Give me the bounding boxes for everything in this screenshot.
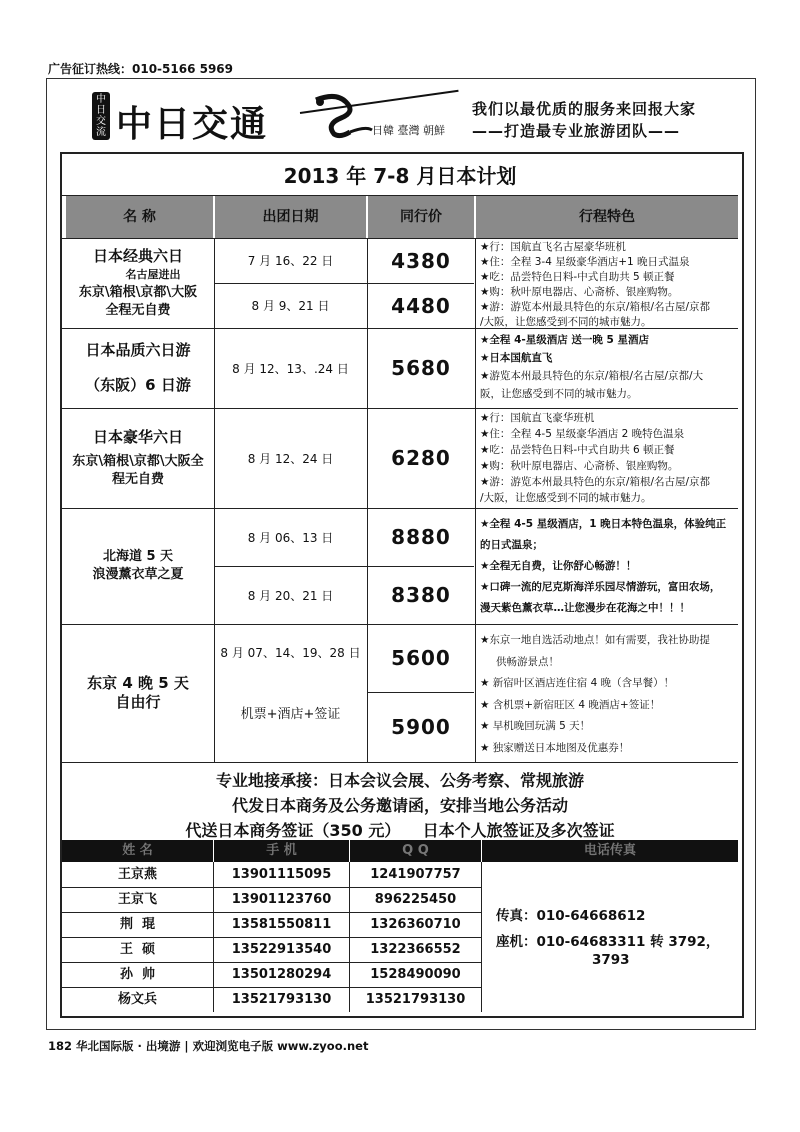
tour-date: 8 月 12、24 日 [247,451,334,466]
feature-line: ★游：游览本州最具特色的东京/箱根/名古屋/京都 [480,476,711,488]
fax-number: 传真：010-64668612 [496,908,646,924]
row-divider [62,762,738,763]
contact-phone: 13501280294 [231,967,332,982]
tour-price: 6280 [391,446,451,470]
feature-line: ★住：全程 4-5 星级豪华酒店 2 晚特色温泉 [480,428,685,440]
feature-line: ★住：全程 3-4 星级豪华酒店+1 晚日式温泉 [480,256,690,268]
tour-name [62,238,214,328]
feature-line: ★ 含机票+新宿旺区 4 晚酒店+签证！ [480,698,661,711]
contact-name: 王 硕 [119,942,156,957]
tour-price: 5900 [391,715,451,739]
tour-title: 日本豪华六日 [92,427,183,446]
feature-line: /大阪，让您感受到不同的城市魅力。 [480,316,652,328]
tour-price: 5600 [391,646,451,670]
contact-qq: 1528490090 [370,967,461,982]
contact-header-fax: 电话传真 [482,840,738,862]
header-features: 行程特色 [476,196,738,238]
tour-subtitle: 自由行 [115,693,161,711]
tour-package: 机票+酒店+签证 [240,706,341,722]
tour-price: 8880 [391,525,451,549]
tour-features [480,630,736,759]
feature-line: ★全程 4-5 星级酒店，1 晚日本特色温泉，体验纯正 [480,518,727,530]
contact-qq: 896225450 [374,892,457,907]
feature-line: ★东京一地自选活动地点！如有需要，我社协助提 [480,634,710,646]
contact-phone: 13522913540 [231,942,332,957]
header-price: 同行价 [368,196,474,238]
header-name: 名 称 [66,196,213,238]
slogan-line-1: 我们以最优质的服务来回报大家 [472,100,697,118]
feature-line: 阪，让您感受到不同的城市魅力。 [480,388,638,400]
landline-number: 座机：010-64683311 转 3792， [496,934,720,950]
contact-qq: 1326360710 [370,917,461,932]
logo-title: 中日交通 [116,104,269,145]
tour-title: 北海道 5 天 [102,549,174,564]
row-divider [62,937,481,938]
row-divider [62,987,481,988]
tour-name [62,624,214,762]
tour-name [62,508,214,624]
feature-line: ★全程 4-星级酒店 送一晚 5 星酒店 [480,334,650,346]
tour-date: 7 月 16、22 日 [247,254,334,268]
feature-line: /大阪，让您感受到不同的城市魅力。 [480,492,652,504]
tour-name [62,328,214,408]
tour-features [480,514,736,619]
tour-features [480,331,736,403]
tour-note: 全程无自费 [105,302,171,318]
contact-qq: 1322366552 [370,942,461,957]
contact-name: 杨文兵 [117,992,157,1007]
feature-line: ★ 新宿叶区酒店连住宿 4 晚（含早餐）！ [480,677,675,689]
tour-subtitle: （东阪）6 日游 [85,376,191,394]
feature-line: ★ 早机晚回玩满 5 天！ [480,720,591,732]
feature-line: 供畅游景点！ [496,655,559,668]
contact-qq: 1241907757 [370,867,461,882]
tour-name [62,408,214,508]
col-divider [481,862,482,1012]
tour-title: 日本经典六日 [92,246,183,265]
tour-date: 8 月 9、21 日 [251,299,330,313]
contact-header-phone: 手 机 [214,840,349,862]
tour-date: 8 月 12、13、.24 日 [232,361,349,376]
dragon-logo-icon [306,92,376,140]
feature-line: ★ 独家赠送日本地图及优惠券！ [480,741,630,754]
feature-line: 漫天紫色薰衣草…让您漫步在花海之中！！！ [480,602,690,614]
tour-features [480,240,736,330]
service-line: 代发日本商务及公务邀请函，安排当地公务活动 [231,796,568,815]
contact-name: 荆 琨 [119,917,156,932]
service-line: 专业地接承接：日本会议会展、公务考察、常规旅游 [215,771,584,790]
feature-line: ★行：国航直飞豪华班机 [480,412,595,424]
tour-subtitle: 名古屋进出 [125,267,181,281]
tour-note: 程无自费 [111,471,164,487]
feature-line: ★全程无自费，让你舒心畅游！！ [480,560,637,572]
logo-badge: 中日交流 [92,92,110,140]
slogan-line-2: ——打造最专业旅游团队—— [472,122,681,140]
tour-route: 东京\箱根\京都\大阪全 [72,453,204,469]
feature-line: ★行：国航直飞名古屋豪华班机 [480,241,626,253]
tour-price: 4380 [391,248,451,273]
row-divider [62,887,481,888]
service-line: 代送日本商务签证（350 元） 日本个人旅签证及多次签证 [185,821,615,840]
feature-line: ★购：秋叶原电器店、心斋桥、银座购物。 [480,286,679,298]
contact-name: 王京燕 [117,867,157,882]
contact-phone: 13521793130 [231,992,332,1007]
tour-date: 8 月 06、13 日 [247,530,334,545]
row-divider [62,912,481,913]
table-title: 2013 年 7-8 月日本计划 [62,157,738,196]
feature-line: ★吃：品尝特色日料-中式自助共 6 顿正餐 [480,444,675,456]
feature-line: ★日本国航直飞 [480,352,553,364]
tour-features [480,410,736,506]
tour-price: 4480 [391,293,451,318]
feature-line: ★游：游览本州最具特色的东京/箱根/名古屋/京都 [480,301,711,313]
feature-line: ★游览本州最具特色的东京/箱根/名古屋/京都/大 [480,370,704,382]
contact-phone: 13581550811 [231,917,332,932]
contact-name: 王京飞 [117,892,157,907]
contact-phone: 13901123760 [231,892,332,907]
feature-line: 的日式温泉； [480,539,543,551]
feature-line: ★吃：品尝特色日料-中式自助共 5 顿正餐 [480,271,675,283]
row-divider [62,962,481,963]
tour-route: 东京\箱根\京都\大阪 [78,284,198,300]
tour-date: 8 月 20、21 日 [247,588,334,603]
page-footer: 182 华北国际版 · 出境游 | 欢迎浏览电子版 www.zyoo.net [48,1039,369,1053]
logo-subtitle: 日韓 臺灣 朝鮮 [372,124,445,137]
tour-price: 8380 [391,583,451,607]
ad-hotline: 广告征订热线：010-5166 5969 [48,62,234,76]
contact-phone: 13901115095 [231,867,332,882]
tour-date: 8 月 07、14、19、28 日 [220,645,361,660]
contact-qq: 13521793130 [365,992,466,1007]
tour-title: 日本品质六日游 [85,341,191,359]
tour-title: 东京 4 晚 5 天 [87,674,189,692]
col-divider [475,238,476,762]
header-dates: 出团日期 [215,196,366,238]
landline-extension: 3793 [592,952,630,968]
contact-header-qq: Q Q [350,840,481,862]
contact-header-name: 姓 名 [62,840,213,862]
feature-line: ★购：秋叶原电器店、心斋桥、银座购物。 [480,460,679,472]
tour-subtitle: 浪漫薰衣草之夏 [92,567,184,582]
contact-name: 孙 帅 [119,967,156,982]
feature-line: ★口碑一流的尼克斯海洋乐园尽情游玩，富田农场， [480,581,721,593]
tour-price: 5680 [391,356,451,380]
